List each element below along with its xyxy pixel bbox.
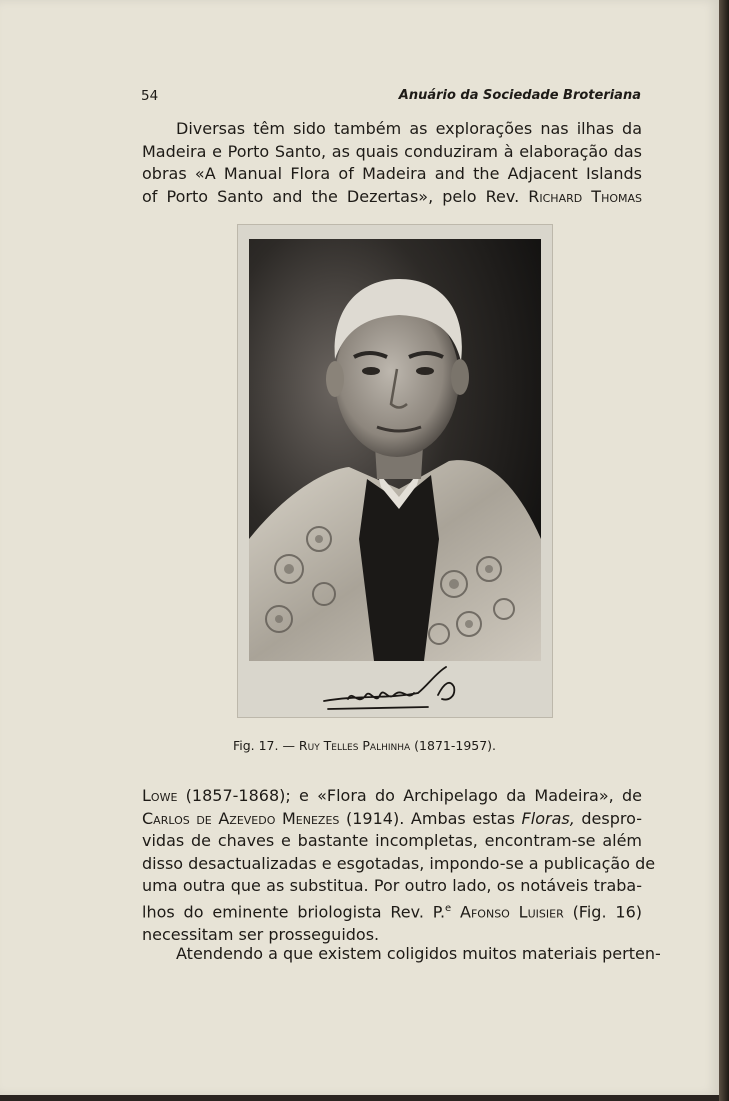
text-line: obras «A Manual Flora of Madeira and the Adjacent Islands <box>142 164 642 184</box>
text-line: vidas de chaves e bastante incompletas, encontram-se além <box>142 831 642 851</box>
text-line <box>142 898 642 924</box>
book-spine <box>719 0 729 1101</box>
italic-term: Floras, <box>521 808 575 828</box>
author-name: Afonso Luisier <box>451 902 564 922</box>
text-line <box>142 808 642 831</box>
caption-prefix: Fig. 17. — <box>232 738 299 753</box>
signature <box>318 665 468 717</box>
paragraph-2 <box>142 785 656 946</box>
text-line <box>142 186 642 209</box>
text-line: Diversas têm sido também as explorações nas ilhas da <box>176 119 642 138</box>
text-run: lhos do eminente briologista Rev. P. <box>142 902 446 922</box>
text-run: of Porto Santo and the Dezertas», pelo Rev. <box>142 186 529 206</box>
text-line: necessitam ser prosseguidos. <box>142 924 380 944</box>
paragraph-1 <box>142 118 642 208</box>
portrait-figure <box>237 224 553 718</box>
superscript: e <box>445 902 452 914</box>
author-name: Richard Thomas <box>528 186 642 206</box>
paragraph-3 <box>142 943 661 966</box>
caption-dates: (1871-1957). <box>410 738 497 753</box>
text-line: uma outra que as substitua. Por outro lado, os notáveis traba- <box>142 876 642 896</box>
figure-caption <box>0 738 729 753</box>
page-header <box>141 88 641 108</box>
caption-name: Ruy Telles Palhinha <box>298 738 411 753</box>
text-run: (1914). Ambas estas <box>339 808 522 828</box>
running-title: Anuário da Sociedade Broteriana <box>398 88 641 103</box>
author-name: Carlos de Azevedo Menezes <box>142 808 340 828</box>
text-run: (1857-1868); e «Flora do Archipelago da Madeira», de <box>177 786 642 805</box>
text-line: Madeira e Porto Santo, as quais conduziram à elaboração das <box>142 141 642 161</box>
author-name: Lowe <box>142 786 178 805</box>
text-line: disso desactualizadas e esgotadas, impondo-se a publicação de <box>142 853 656 873</box>
page-number: 54 <box>141 88 159 104</box>
text-run: despro- <box>574 808 642 828</box>
text-line <box>142 785 642 808</box>
text-line: Atendendo a que existem coligidos muitos materiais perten- <box>176 944 661 963</box>
text-run: (Fig. 16) <box>563 902 642 922</box>
portrait-photo <box>249 239 541 661</box>
